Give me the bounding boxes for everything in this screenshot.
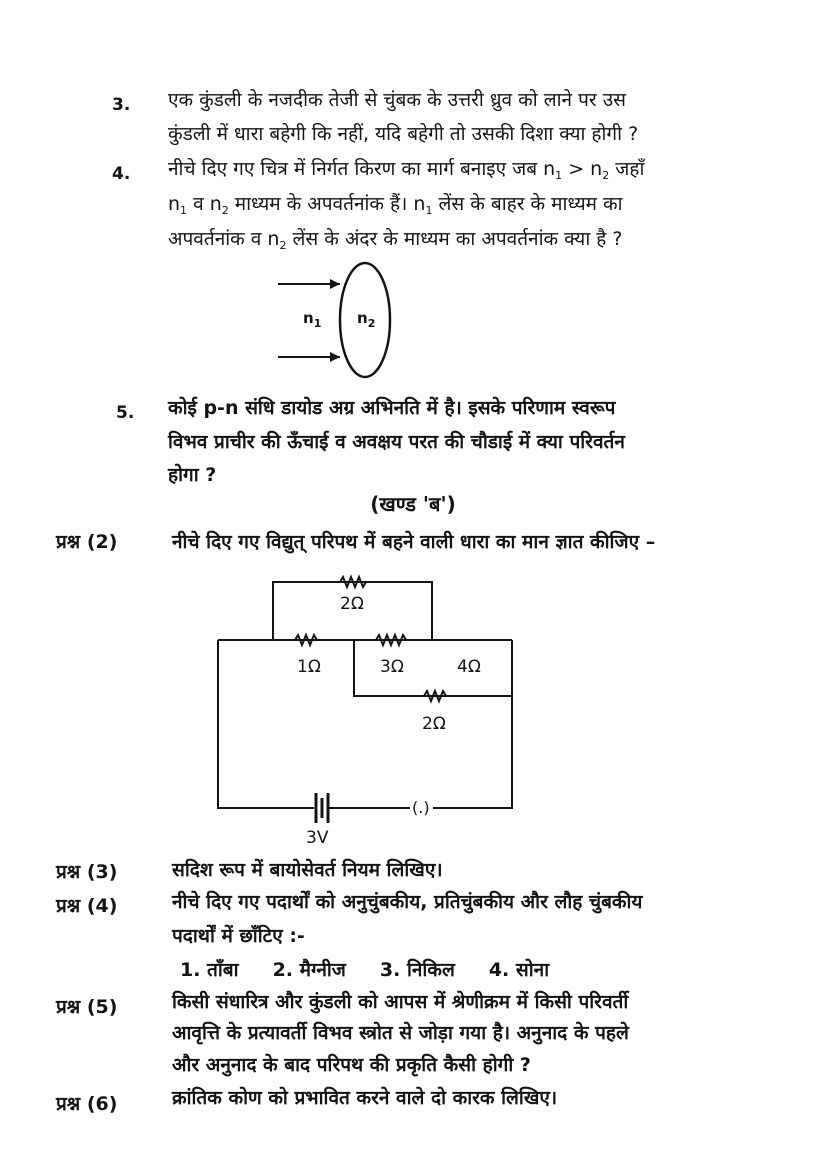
resistor-label: 2Ω	[340, 594, 364, 614]
resistor-label: 4Ω	[457, 657, 481, 677]
option-item: 1. ताँबा	[180, 959, 239, 981]
question-text: और अनुनाद के बाद परिपथ की प्रकृति कैसी होगी ?	[172, 1054, 531, 1076]
question-label: प्रश्न (5)	[56, 996, 118, 1018]
question-text: कोई p-n संधि डायोड अग्र अभिनति में है। इसके परिणाम स्वरूप	[168, 397, 616, 419]
resistor-label: 1Ω	[297, 657, 321, 677]
question-text: किसी संधारित्र और कुंडली को आपस में श्रेणीक्रम में किसी परिवर्ती	[172, 991, 629, 1013]
question-label: प्रश्न (2)	[56, 531, 118, 553]
question-text: पदार्थों में छाँटिए :-	[172, 925, 305, 947]
options-list	[180, 958, 583, 982]
lens-label-n2: $n_2$	[357, 309, 376, 330]
option-item: 3. निकिल	[379, 959, 455, 981]
question-text: अपवर्तनांक व $n_2$ लेंस के अंदर के माध्यम का अपवर्तनांक क्या है ?	[168, 228, 623, 252]
question-text: विभव प्राचीर की ऊँचाई व अवक्षय परत की चौडाई में क्या परिवर्तन	[168, 431, 625, 453]
question-label: प्रश्न (4)	[56, 895, 118, 917]
question-text: एक कुंडली के नजदीक तेजी से चुंबक के उत्तरी ध्रुव को लाने पर उस	[168, 89, 626, 111]
question-text: नीचे दिए गए चित्र में निर्गत किरण का मार्ग बनाइए जब $n_1 > n_2$ जहाँ	[168, 158, 645, 182]
wire	[354, 640, 512, 696]
question-number: 3.	[112, 95, 131, 115]
resistor-label: 3Ω	[380, 657, 404, 677]
question-number: 5.	[116, 403, 135, 423]
question-label: प्रश्न (3)	[56, 861, 118, 883]
option-item: 2. मैग्नीज	[272, 959, 346, 981]
key-icon: (.)	[412, 796, 430, 820]
option-item: 4. सोना	[488, 959, 550, 981]
question-text: क्रांतिक कोण को प्रभावित करने वाले दो कारक लिखिए।	[172, 1087, 558, 1109]
question-number: 4.	[112, 164, 131, 184]
question-text: आवृत्ति के प्रत्यावर्ती विभव स्त्रोत से जोड़ा गया है। अनुनाद के पहले	[172, 1022, 629, 1044]
question-label: प्रश्न (6)	[56, 1093, 118, 1115]
question-text: होगा ?	[168, 464, 217, 486]
battery-label: 3V	[306, 828, 329, 848]
lens-label-n1: $n_1$	[303, 309, 322, 330]
question-text: $n_1$ व $n_2$ माध्यम के अपवर्तनांक हैं। $n_1$ लेंस के बाहर के माध्यम का	[168, 193, 623, 217]
section-heading: (खण्ड 'ब')	[370, 492, 456, 516]
question-text: सदिश रूप में बायोसेवर्त नियम लिखिए।	[172, 859, 443, 881]
question-text: नीचे दिए गए पदार्थों को अनुचुंबकीय, प्रतिचुंबकीय और लौह चुंबकीय	[172, 891, 643, 913]
question-text: कुंडली में धारा बहेगी कि नहीं, यदि बहेगी तो उसकी दिशा क्या होगी ?	[168, 123, 639, 145]
question-text: नीचे दिए गए विद्युत् परिपथ में बहने वाली धारा का मान ज्ञात कीजिए –	[172, 531, 656, 553]
resistor-label: 2Ω	[422, 714, 446, 734]
